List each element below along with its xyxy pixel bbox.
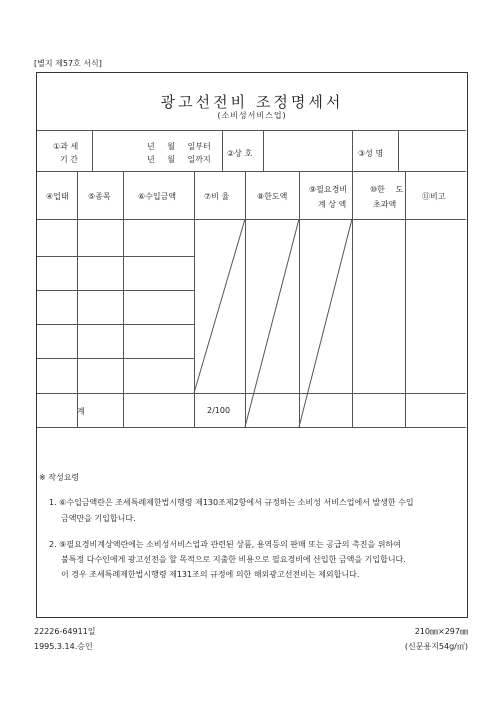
note-item-2-cont: 이 경우 조세특례제한법시행령 제131조의 규정에 의한 해외광고선전비는 제외합니다. (61, 570, 360, 579)
footer-size: 210㎜×297㎜ (414, 627, 468, 636)
period-label: ①과 세 (53, 142, 79, 151)
note-item-2-cont: 불특정 다수인에게 광고선전을 할 목적으로 지출한 비용으로 필요경비에 산입한 금액을 기입합니다. (61, 555, 406, 564)
note-item-1: 1. ⑥수입금액란은 조세특례제한법시행령 제130조제2항에서 규정하는 소비성 서비스업에서 발생한 수입 (49, 498, 414, 507)
name-label: ③성 명 (358, 149, 384, 158)
footer-approval: 1995.3.14.승인 (34, 642, 93, 651)
col-header-expense: ⑨필요경비 (309, 185, 348, 194)
diagonal-line (299, 219, 352, 427)
notes-heading: ※ 작성요령 (39, 473, 80, 482)
col-header-item: ⑤종목 (88, 192, 111, 201)
form-frame (36, 72, 468, 618)
col-header-business-type: ④업태 (46, 192, 69, 201)
footer-paper: (신문용지54g/㎡) (404, 642, 468, 651)
company-label: ②상 호 (227, 149, 253, 158)
col-header-limit: ⑧한도액 (257, 192, 288, 201)
footer-code: 22226-64911일 (34, 627, 96, 636)
period-from: 년 월 일부터 (147, 142, 211, 151)
col-header-expense-sub: 계 상 액 (318, 200, 347, 209)
note-item-1-cont: 금액만을 기입합니다. (61, 514, 136, 523)
note-item-2: 2. ⑨필요경비계상액란에는 소비성서비스업과 관련된 상품, 용역등의 판매 또는 공급의 촉진을 위하여 (49, 540, 401, 549)
col-header-remarks: ⑪비고 (422, 192, 446, 201)
col-header-excess: ⑩한 도 (370, 185, 404, 194)
diagonal-strike-lines (37, 73, 467, 619)
total-ratio: 2/100 (207, 406, 231, 415)
form-number: [별지 제57호 서식] (34, 59, 102, 68)
period-label: 기 간 (60, 155, 78, 164)
total-label: 계 (77, 407, 85, 416)
diagonal-line (194, 219, 245, 393)
col-header-revenue: ⑥수입금액 (138, 192, 177, 201)
form-subtitle: (소비성서비스업) (217, 111, 287, 120)
form-title: 광고선전비 조정명세서 (160, 93, 344, 111)
period-to: 년 월 일까지 (147, 155, 211, 164)
diagonal-line (245, 219, 299, 427)
col-header-ratio: ⑦비 율 (204, 192, 230, 201)
col-header-excess-sub: 초과액 (373, 200, 397, 209)
